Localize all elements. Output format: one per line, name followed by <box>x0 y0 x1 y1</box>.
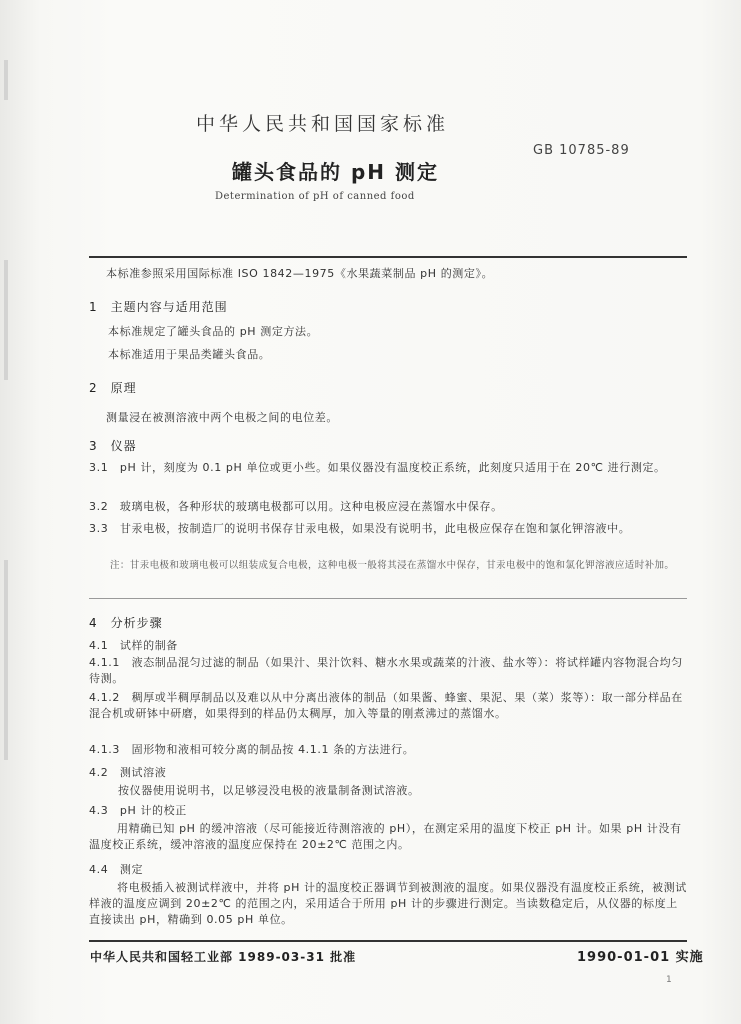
header-rule <box>89 256 687 258</box>
section-3-item-1: 3.1 pH 计，刻度为 0.1 pH 单位或更小些。如果仪器没有温度校正系统，此刻度只适用于在 20℃ 进行测定。 <box>89 461 666 474</box>
page-number: 1 <box>666 975 672 985</box>
implementation-date: 1990-01-01 实施 <box>577 950 704 965</box>
subsection-4-4-heading: 4.4 测定 <box>89 863 144 876</box>
section-3-item-3: 3.3 甘汞电极，按制造厂的说明书保存甘汞电极，如果没有说明书，此电极应保存在饱和氯化钾溶液中。 <box>89 522 631 535</box>
approval-line: 中华人民共和国轻工业部 1989-03-31 批准 <box>90 950 357 964</box>
subsection-4-1-3: 4.1.3 固形物和液相可较分离的制品按 4.1.1 条的方法进行。 <box>89 743 415 756</box>
intro-paragraph: 本标准参照采用国际标准 ISO 1842—1975《水果蔬菜制品 pH 的测定》。 <box>106 267 494 280</box>
section-1-line: 本标准适用于果品类罐头食品。 <box>108 348 271 361</box>
standard-number: GB 10785-89 <box>533 143 630 158</box>
subsection-4-1-heading: 4.1 试样的制备 <box>89 639 178 652</box>
subsection-4-2-heading: 4.2 测试溶液 <box>89 766 167 779</box>
section-2-line: 测量浸在被测溶液中两个电极之间的电位差。 <box>106 411 338 424</box>
subsection-4-1-2: 4.1.2 稠厚或半稠厚制品以及难以从中分离出液体的制品（如果酱、蜂蜜、果泥、果（菜）浆等）：取一部分样品在混合机或研钵中研磨，如果得到的样品仍太稠厚，加入等量的刚煮沸过的蒸馏水。 <box>89 691 683 720</box>
subsection-4-2-text: 按仪器使用说明书，以足够浸没电极的液量制备测试溶液。 <box>118 784 420 797</box>
subsection-4-3-heading: 4.3 pH 计的校正 <box>89 804 187 817</box>
scan-edge-mark <box>4 60 8 100</box>
issuing-authority: 中华人民共和国国家标准 <box>196 113 450 135</box>
section-3-item-2: 3.2 玻璃电极，各种形状的玻璃电极都可以用。这种电极应浸在蒸馏水中保存。 <box>89 500 503 513</box>
footer-rule <box>89 940 687 942</box>
scan-edge-mark <box>4 260 8 380</box>
document-title: 罐头食品的 pH 测定 <box>232 160 439 184</box>
document-subtitle-english: Determination of pH of canned food <box>215 191 415 202</box>
section-1-line: 本标准规定了罐头食品的 pH 测定方法。 <box>108 325 319 338</box>
section-4-heading: 4 分析步骤 <box>89 616 163 630</box>
subsection-4-3-text: 用精确已知 pH 的缓冲溶液（尽可能接近待测溶液的 pH），在测定采用的温度下校正 pH 计。如果 pH 计没有温度校正系统，缓冲溶液的温度应保持在 20±2℃ 范围之内。 <box>89 822 682 851</box>
scan-edge-mark <box>4 560 8 760</box>
subsection-4-1-1: 4.1.1 液态制品混匀过滤的制品（如果汁、果汁饮料、糖水水果或蔬菜的汁液、盐水等）：将试样罐内容物混合均匀待测。 <box>89 656 683 685</box>
subsection-4-4-text: 将电极插入被测试样液中，并将 pH 计的温度校正器调节到被测液的温度。如果仪器没有温度校正系统，被测试样液的温度应调到 20±2℃ 的范围之内，采用适合于所用 pH 计的步骤进行测定。当读数稳定后，从仪器的标度上直接读出 pH，精确到 0.05 pH 单位。 <box>89 881 687 926</box>
section-3-note: 注：甘汞电极和玻璃电极可以组装成复合电极，这种电极一般将其浸在蒸馏水中保存，甘汞电极中的饱和氯化钾溶液应适时补加。 <box>110 560 675 571</box>
section-2-heading: 2 原理 <box>89 381 137 395</box>
section-3-heading: 3 仪器 <box>89 439 137 453</box>
section-divider <box>89 598 687 599</box>
section-1-heading: 1 主题内容与适用范围 <box>89 300 228 314</box>
